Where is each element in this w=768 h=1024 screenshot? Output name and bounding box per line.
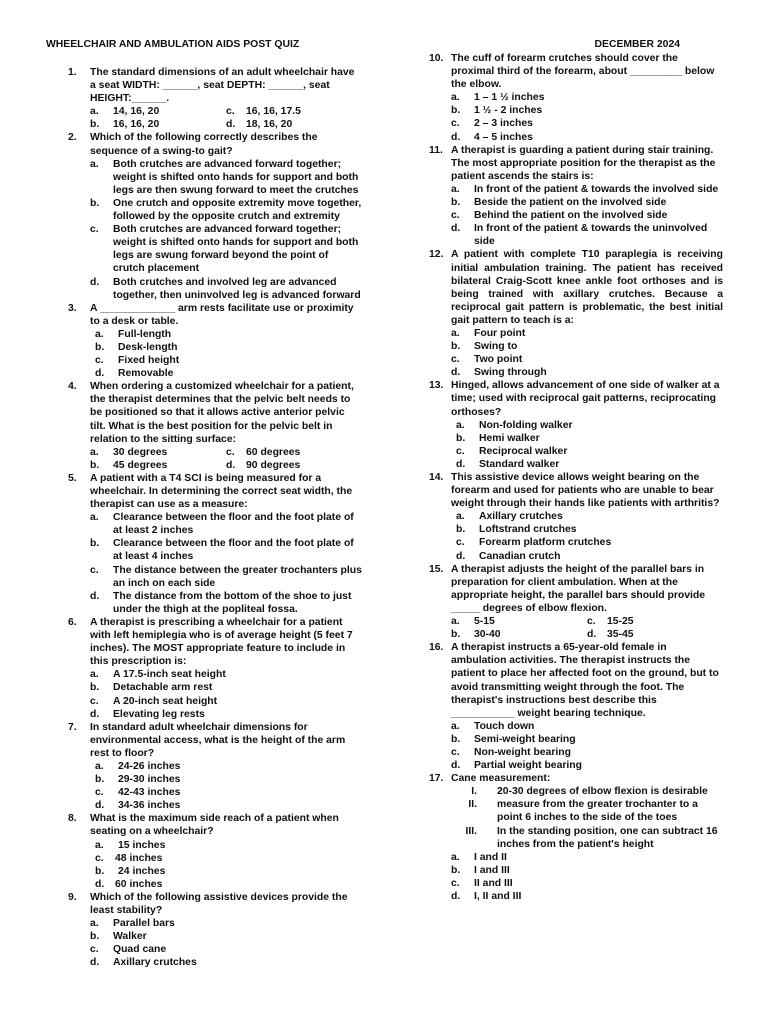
option-text: 29-30 inches <box>118 774 181 786</box>
question <box>68 472 362 616</box>
roman-item <box>451 785 723 798</box>
option-letter: b. <box>95 865 105 877</box>
option-letter: a. <box>456 511 465 523</box>
question-text: The cuff of forearm crutches should cover the proximal third of the forearm, about _________ below the elbow. <box>451 53 715 91</box>
answer-option[interactable] <box>451 759 723 772</box>
option-letter: a. <box>90 918 99 930</box>
answer-option[interactable] <box>451 209 723 222</box>
answer-option[interactable] <box>90 943 362 956</box>
question-number: 2. <box>68 132 77 144</box>
right-column <box>429 52 723 903</box>
option-text: The distance from the bottom of the shoe to just under the thigh at the popliteal fossa. <box>113 590 352 615</box>
option-text: Detachable arm rest <box>113 682 213 694</box>
question-text: What is the maximum side reach of a patient when seating on a wheelchair? <box>90 813 339 838</box>
option-letter: b. <box>451 197 461 209</box>
question <box>68 891 362 970</box>
left-column <box>68 66 362 969</box>
question <box>68 131 362 301</box>
option-letter: d. <box>456 550 466 562</box>
answer-option[interactable] <box>95 367 362 380</box>
option-letter: c. <box>451 746 460 758</box>
question <box>68 616 362 721</box>
option-letter: d. <box>95 878 105 890</box>
answer-option[interactable] <box>451 353 723 366</box>
option-letter: a. <box>95 328 104 340</box>
answer-option[interactable] <box>451 746 723 759</box>
option-letter: a. <box>90 158 99 170</box>
options-list <box>90 668 362 720</box>
answer-option[interactable] <box>90 668 362 681</box>
option-text: 48 inches <box>115 852 163 864</box>
option-text: 18, 16, 20 <box>246 119 293 131</box>
question <box>68 812 362 891</box>
question-text: A _____________ arm rests facilitate use or proximity to a desk or table. <box>90 302 354 327</box>
option-letter: a. <box>456 419 465 431</box>
answer-option[interactable] <box>90 930 362 943</box>
option-text: Both crutches are advanced forward together; weight is shifted onto hands for support and both legs are swung forward beyond the point of crutch placement <box>113 224 359 275</box>
option-letter: a. <box>451 720 460 732</box>
option-letter: d. <box>587 629 597 641</box>
option-text: 15-25 <box>607 616 634 628</box>
option-letter: c. <box>95 355 104 367</box>
answer-option[interactable] <box>90 681 362 694</box>
option-letter: d. <box>456 458 466 470</box>
question-number: 3. <box>68 302 77 314</box>
answer-option[interactable] <box>451 91 723 104</box>
question-number: 9. <box>68 891 77 903</box>
question-text: In standard adult wheelchair dimensions for environmental access, what is the height of the arm rest to floor? <box>90 721 346 759</box>
option-text: 5-15 <box>474 616 495 628</box>
option-letter: b. <box>451 341 461 353</box>
options-list <box>451 419 723 471</box>
option-letter: d. <box>451 891 461 902</box>
answer-option[interactable] <box>95 799 362 812</box>
option-letter: c. <box>90 564 99 576</box>
option-letter: a. <box>95 760 104 772</box>
option-letter: a. <box>95 839 104 851</box>
question <box>429 52 723 144</box>
answer-option[interactable] <box>90 158 362 197</box>
roman-text: In the standing position, one can subtract 16 inches from the patient's height <box>497 825 718 850</box>
answer-option[interactable] <box>456 419 723 432</box>
answer-option[interactable] <box>226 105 362 118</box>
options-list <box>90 511 362 616</box>
answer-option[interactable] <box>90 511 362 537</box>
answer-option[interactable] <box>226 446 362 459</box>
options-list <box>90 158 362 302</box>
answer-option[interactable] <box>90 695 362 708</box>
option-letter: c. <box>587 616 596 628</box>
question-text: Which of the following correctly describes the sequence of a swing-to gait? <box>90 132 318 157</box>
option-text: I, II and III <box>474 891 522 902</box>
answer-option[interactable] <box>90 459 226 472</box>
option-text: Touch down <box>474 720 535 732</box>
options-list <box>451 720 723 772</box>
option-text: Parallel bars <box>113 918 175 930</box>
options-list <box>451 327 723 379</box>
question <box>429 144 723 249</box>
answer-option[interactable] <box>451 628 587 641</box>
roman-text: 20-30 degrees of elbow flexion is desirable <box>497 786 708 798</box>
question-text: Which of the following assistive devices provide the least stability? <box>90 891 348 916</box>
option-text: 1 – 1 ½ inches <box>474 92 545 104</box>
option-text: Clearance between the floor and the foot plate of at least 2 inches <box>113 512 354 537</box>
option-text: 16, 16, 17.5 <box>246 106 301 118</box>
option-letter: a. <box>451 92 460 104</box>
option-text: Semi-weight bearing <box>474 733 576 745</box>
option-letter: c. <box>451 210 460 222</box>
answer-option[interactable] <box>95 852 231 865</box>
answer-option[interactable] <box>451 733 723 746</box>
option-letter: b. <box>90 459 100 471</box>
answer-option[interactable] <box>90 118 226 131</box>
option-letter: a. <box>90 512 99 524</box>
answer-option[interactable] <box>226 459 362 472</box>
option-letter: a. <box>90 106 99 118</box>
option-letter: c. <box>95 852 104 864</box>
question-number: 17. <box>429 773 444 785</box>
option-text: Four point <box>474 327 526 339</box>
option-text: Clearance between the floor and the foot plate of at least 4 inches <box>113 538 354 563</box>
option-text: The distance between the greater trochanters plus an inch on each side <box>113 564 362 589</box>
question <box>68 380 362 472</box>
question-number: 11. <box>429 144 443 156</box>
option-text: 30-40 <box>474 629 501 641</box>
roman-numeral: II. <box>468 799 477 811</box>
answer-option[interactable] <box>456 550 723 563</box>
option-text: Reciprocal walker <box>479 445 568 457</box>
option-text: Beside the patient on the involved side <box>474 197 667 209</box>
options-list <box>90 105 362 131</box>
option-text: Forearm platform crutches <box>479 537 612 549</box>
answer-option[interactable] <box>90 446 226 459</box>
answer-option[interactable] <box>451 877 723 890</box>
answer-option[interactable] <box>95 341 362 354</box>
option-letter: b. <box>451 629 461 641</box>
options-list <box>90 917 362 969</box>
question <box>429 379 723 471</box>
question-number: 10. <box>429 53 444 64</box>
option-text: 15 inches <box>118 839 166 851</box>
question-text: A therapist adjusts the height of the parallel bars in preparation for client ambulation. When at the appropriate height, the parallel bars should provide _____ degrees of elbow flexion. <box>451 563 706 614</box>
question-text: This assistive device allows weight bearing on the forearm and used for patients who are unable to bear weight through their hands like patients with arthritis? <box>451 472 720 510</box>
question-text: A therapist is guarding a patient during stair training. The most appropriate position for the therapist as the patient ascends the stairs is: <box>451 144 716 182</box>
options-list <box>451 615 723 641</box>
option-text: I and III <box>474 864 510 876</box>
answer-option[interactable] <box>451 615 587 628</box>
question-text: The standard dimensions of an adult wheelchair have a seat WIDTH: ______, seat DEPTH: ______, seat HEIGHT:______. <box>90 67 355 105</box>
option-letter: c. <box>451 118 460 130</box>
question-text: Cane measurement: <box>451 773 551 785</box>
answer-option[interactable] <box>451 366 723 379</box>
answer-option[interactable] <box>95 328 362 341</box>
option-letter: d. <box>226 119 236 131</box>
question-number: 16. <box>429 642 444 654</box>
option-letter: c. <box>451 877 460 889</box>
question <box>429 471 723 563</box>
question-number: 15. <box>429 563 444 575</box>
roman-list <box>451 785 723 850</box>
option-letter: a. <box>451 616 460 628</box>
answer-option[interactable] <box>456 510 723 523</box>
answer-option[interactable] <box>451 890 723 903</box>
option-letter: b. <box>90 119 100 131</box>
option-letter: b. <box>456 524 466 536</box>
option-letter: c. <box>456 445 465 457</box>
option-text: Both crutches are advanced forward together; weight is shifted onto hands for support and both legs are then swung forward to meet the crutches <box>113 158 359 196</box>
option-text: Elevating leg rests <box>113 708 205 720</box>
option-text: I and II <box>474 851 507 863</box>
option-letter: c. <box>226 106 235 118</box>
answer-option[interactable] <box>95 760 362 773</box>
answer-option[interactable] <box>90 956 362 969</box>
answer-option[interactable] <box>451 327 723 340</box>
option-letter: d. <box>90 590 100 602</box>
answer-option[interactable] <box>456 536 723 549</box>
option-text: 90 degrees <box>246 459 301 471</box>
option-text: In front of the patient & towards the uninvolved side <box>474 223 708 248</box>
quiz-date: DECEMBER 2024 <box>594 39 680 50</box>
option-letter: b. <box>90 682 100 694</box>
question-text: A therapist instructs a 65-year-old female in ambulation activities. The therapist instructs the patient to place her affected foot on the ground, but to avoid transmitting weight through the foot. The therapist's instructions best describe this ___________ weight bearing technique. <box>451 642 719 719</box>
option-letter: b. <box>451 864 461 876</box>
option-text: 24 inches <box>118 865 166 877</box>
answer-option[interactable] <box>451 720 723 733</box>
answer-option[interactable] <box>95 354 362 367</box>
option-letter: a. <box>451 183 460 195</box>
answer-option[interactable] <box>451 131 723 144</box>
option-letter: d. <box>95 368 105 380</box>
answer-option[interactable] <box>456 432 723 445</box>
answer-option[interactable] <box>587 615 723 628</box>
answer-option[interactable] <box>456 458 723 471</box>
option-text: Axillary crutches <box>113 957 197 969</box>
option-text: One crutch and opposite extremity move together, followed by the opposite crutch and extremity <box>113 197 362 223</box>
question <box>429 641 723 772</box>
option-letter: b. <box>90 538 100 550</box>
option-letter: b. <box>95 774 105 786</box>
option-letter: a. <box>90 446 99 458</box>
options-list <box>90 839 362 891</box>
answer-option[interactable] <box>90 537 362 563</box>
option-text: Loftstrand crutches <box>479 524 577 536</box>
question-text: When ordering a customized wheelchair for a patient, the therapist determines that the pelvic belt needs to be positioned so that it allows active anterior pelvic tilt. What is the best position for the pelvic belt in relation to the sitting surface: <box>90 381 354 445</box>
option-letter: b. <box>90 931 100 943</box>
roman-numeral: I. <box>471 786 477 798</box>
option-text: 60 degrees <box>246 446 301 458</box>
option-text: II and III <box>474 877 513 889</box>
option-text: Both crutches and involved leg are advanced together, then uninvolved leg is advanced forward <box>113 276 361 301</box>
option-letter: d. <box>451 367 461 379</box>
options-list <box>90 446 362 472</box>
answer-option[interactable] <box>95 878 231 891</box>
option-text: In front of the patient & towards the involved side <box>474 183 719 195</box>
question-text: A therapist is prescribing a wheelchair for a patient with left hemiplegia who is of average height (5 feet 7 inches). The MOST appropriate feature to include in this prescription is: <box>90 616 353 668</box>
option-text: Two point <box>474 354 523 366</box>
answer-option[interactable] <box>451 117 723 130</box>
option-letter: c. <box>456 537 465 549</box>
option-letter: b. <box>451 733 461 745</box>
option-text: 34-36 inches <box>118 800 181 812</box>
option-text: Swing to <box>474 341 518 353</box>
options-list <box>451 851 723 903</box>
option-text: Non-folding walker <box>479 419 573 431</box>
option-letter: b. <box>451 105 461 117</box>
question-number: 1. <box>68 67 77 78</box>
question-text: Hinged, allows advancement of one side of walker at a time; used with reciprocal gait patterns, reciprocating orthoses? <box>451 380 720 418</box>
option-text: 30 degrees <box>113 446 168 458</box>
option-text: Standard walker <box>479 458 560 470</box>
question-number: 6. <box>68 616 77 628</box>
options-list <box>451 510 723 562</box>
option-letter: c. <box>226 446 235 458</box>
answer-option[interactable] <box>90 105 226 118</box>
question-number: 12. <box>429 249 444 261</box>
option-text: Partial weight bearing <box>474 760 582 772</box>
answer-option[interactable] <box>90 564 362 590</box>
question-number: 13. <box>429 380 444 392</box>
option-text: Desk-length <box>118 341 178 353</box>
option-text: 16, 16, 20 <box>113 119 160 131</box>
option-letter: c. <box>95 787 104 799</box>
answer-option[interactable] <box>95 839 231 852</box>
option-letter: b. <box>456 432 466 444</box>
roman-item <box>451 798 723 824</box>
answer-option[interactable] <box>451 196 723 209</box>
option-letter: b. <box>90 197 100 209</box>
option-text: Full-length <box>118 328 172 340</box>
answer-option[interactable] <box>95 865 231 878</box>
option-letter: d. <box>95 800 105 812</box>
option-text: Axillary crutches <box>479 511 563 523</box>
option-text: Swing through <box>474 367 547 379</box>
answer-option[interactable] <box>226 118 362 131</box>
question-number: 4. <box>68 381 77 393</box>
option-text: 2 – 3 inches <box>474 118 533 130</box>
option-text: A 20-inch seat height <box>113 695 218 707</box>
answer-option[interactable] <box>90 197 362 223</box>
question <box>68 66 362 131</box>
answer-option[interactable] <box>95 773 362 786</box>
options-list <box>90 760 362 812</box>
answer-option[interactable] <box>90 276 362 302</box>
quiz-title: WHEELCHAIR AND AMBULATION AIDS POST QUIZ <box>46 39 300 50</box>
option-text: 1 ½ - 2 inches <box>474 105 543 117</box>
option-letter: d. <box>90 708 100 720</box>
option-letter: a. <box>451 327 460 339</box>
question <box>429 563 723 642</box>
answer-option[interactable] <box>451 340 723 353</box>
question-number: 14. <box>429 472 444 483</box>
option-text: Canadian crutch <box>479 550 561 562</box>
option-text: 4 – 5 inches <box>474 131 533 143</box>
question-number: 8. <box>68 813 77 825</box>
option-text: Walker <box>113 931 147 943</box>
answer-option[interactable] <box>451 864 723 877</box>
answer-option[interactable] <box>90 708 362 721</box>
answer-option[interactable] <box>456 445 723 458</box>
option-letter: d. <box>226 459 236 471</box>
option-text: 35-45 <box>607 629 634 641</box>
option-letter: b. <box>95 341 105 353</box>
option-text: 14, 16, 20 <box>113 106 160 118</box>
option-letter: d. <box>90 276 100 288</box>
option-letter: c. <box>90 695 99 707</box>
option-text: Hemi walker <box>479 432 540 444</box>
option-text: Behind the patient on the involved side <box>474 210 668 222</box>
option-letter: a. <box>90 669 99 681</box>
option-text: 24-26 inches <box>118 760 181 772</box>
option-letter: c. <box>90 224 99 236</box>
option-text: Removable <box>118 368 174 380</box>
answer-option[interactable] <box>456 523 723 536</box>
option-text: Fixed height <box>118 355 180 367</box>
option-letter: a. <box>451 851 460 863</box>
answer-option[interactable] <box>451 222 723 248</box>
question-text: A patient with a T4 SCI is being measured for a wheelchair. In determining the correct seat width, the therapist can use as a measure: <box>90 472 353 511</box>
option-text: Quad cane <box>113 944 167 956</box>
answer-option[interactable] <box>90 223 362 275</box>
option-text: Non-weight bearing <box>474 746 571 758</box>
option-text: 60 inches <box>115 878 163 890</box>
question-number: 5. <box>68 472 77 484</box>
question <box>68 721 362 813</box>
answer-option[interactable] <box>451 104 723 117</box>
option-letter: c. <box>451 354 460 366</box>
question <box>429 772 723 903</box>
option-letter: d. <box>451 760 461 772</box>
answer-option[interactable] <box>451 851 723 864</box>
options-list <box>90 328 362 380</box>
options-list <box>451 91 723 143</box>
option-letter: d. <box>451 223 461 235</box>
question <box>429 248 723 379</box>
option-letter: c. <box>90 944 99 956</box>
answer-option[interactable] <box>95 786 362 799</box>
answer-option[interactable] <box>587 628 723 641</box>
roman-text: measure from the greater trochanter to a point 6 inches to the side of the toes <box>497 799 698 824</box>
option-text: 42-43 inches <box>118 787 181 799</box>
option-text: 45 degrees <box>113 459 168 471</box>
question <box>68 302 362 381</box>
option-letter: d. <box>90 957 100 969</box>
roman-numeral: III. <box>465 825 477 837</box>
options-list <box>451 183 723 248</box>
roman-item <box>451 825 723 851</box>
answer-option[interactable] <box>90 917 362 930</box>
option-letter: d. <box>451 131 461 143</box>
answer-option[interactable] <box>90 590 362 616</box>
option-text: A 17.5-inch seat height <box>113 669 226 681</box>
answer-option[interactable] <box>451 183 723 196</box>
question-number: 7. <box>68 721 77 733</box>
question-text: A patient with complete T10 paraplegia is receiving initial ambulation training. The patient has received bilateral Craig-Scott knee ankle foot orthoses and is being trained with axillary crutches. Because a reciprocal gait pattern is problematic, the best initial gait pattern to teach is a: <box>451 249 723 326</box>
